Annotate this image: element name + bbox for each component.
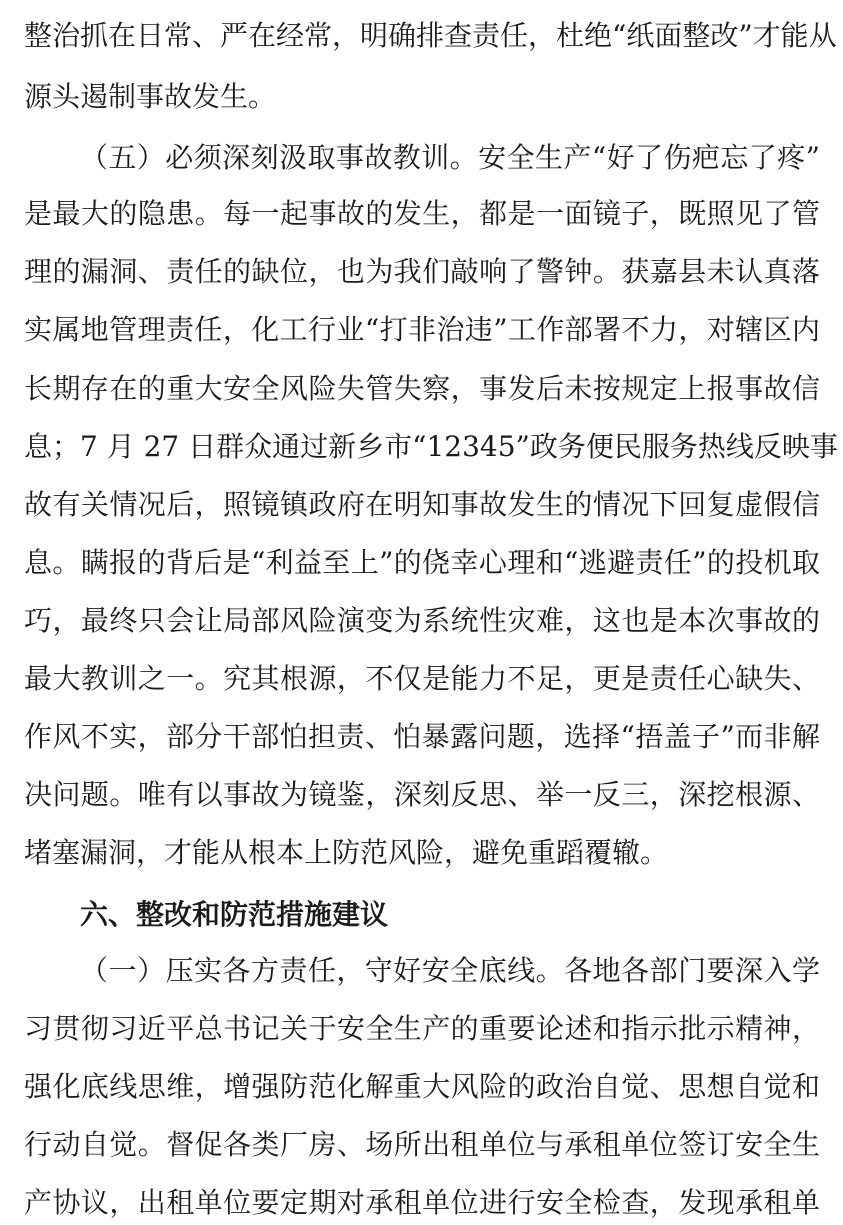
paragraph-line: 是最大的隐患。每一起事故的发生，都是一面镜子，既照见了管 [24, 197, 820, 230]
paragraph-line: 巧，最终只会让局部风险演变为系统性灾难，这也是本次事故的 [24, 604, 820, 637]
paragraph-line: 息；7 月 27 日群众通过新乡市“12345”政务便民服务热线反映事 [24, 430, 838, 463]
paragraph-line: 堵塞漏洞，才能从根本上防范风险，避免重蹈覆辙。 [24, 836, 669, 869]
paragraph-line: 最大教训之一。究其根源，不仅是能力不足，更是责任心缺失、 [24, 662, 820, 695]
paragraph-line: 故有关情况后，照镜镇政府在明知事故发生的情况下回复虚假信 [24, 488, 820, 521]
paragraph-line: 实属地管理责任，化工行业“打非治违”工作部署不力，对辖区内 [24, 313, 820, 346]
section-six-heading: 六、整改和防范措施建议 [80, 898, 389, 931]
paragraph-line: 行动自觉。督促各类厂房、场所出租单位与承租单位签订安全生 [24, 1128, 820, 1161]
paragraph-line: 强化底线思维，增强防范化解重大风险的政治自觉、思想自觉和 [24, 1070, 820, 1103]
paragraph-line: 习贯彻习近平总书记关于安全生产的重要论述和指示批示精神， [24, 1012, 820, 1045]
paragraph-line: 息。瞒报的背后是“利益至上”的侥幸心理和“逃避责任”的投机取 [24, 546, 820, 579]
paragraph-line: 理的漏洞、责任的缺位，也为我们敲响了警钟。获嘉县未认真落 [24, 255, 820, 288]
paragraph-line: 源头遏制事故发生。 [24, 80, 277, 113]
paragraph-line: 决问题。唯有以事故为镜鉴，深刻反思、举一反三，深挖根源、 [24, 778, 820, 811]
paragraph-line: 整治抓在日常、严在经常，明确排查责任，杜绝“纸面整改”才能从 [24, 19, 837, 52]
paragraph-line: 长期存在的重大安全风险失管失察，事发后未按规定上报事故信 [24, 372, 820, 405]
paragraph-line: 作风不实，部分干部怕担责、怕暴露问题，选择“捂盖子”而非解 [24, 720, 820, 753]
paragraph-line: 产协议，出租单位要定期对承租单位进行安全检查，发现承租单 [24, 1186, 820, 1219]
subsection-one-heading-line: （一）压实各方责任，守好安全底线。各地各部门要深入学 [80, 954, 820, 987]
section-five-heading-line: （五）必须深刻汲取事故教训。安全生产“好了伤疤忘了疼” [80, 141, 820, 174]
